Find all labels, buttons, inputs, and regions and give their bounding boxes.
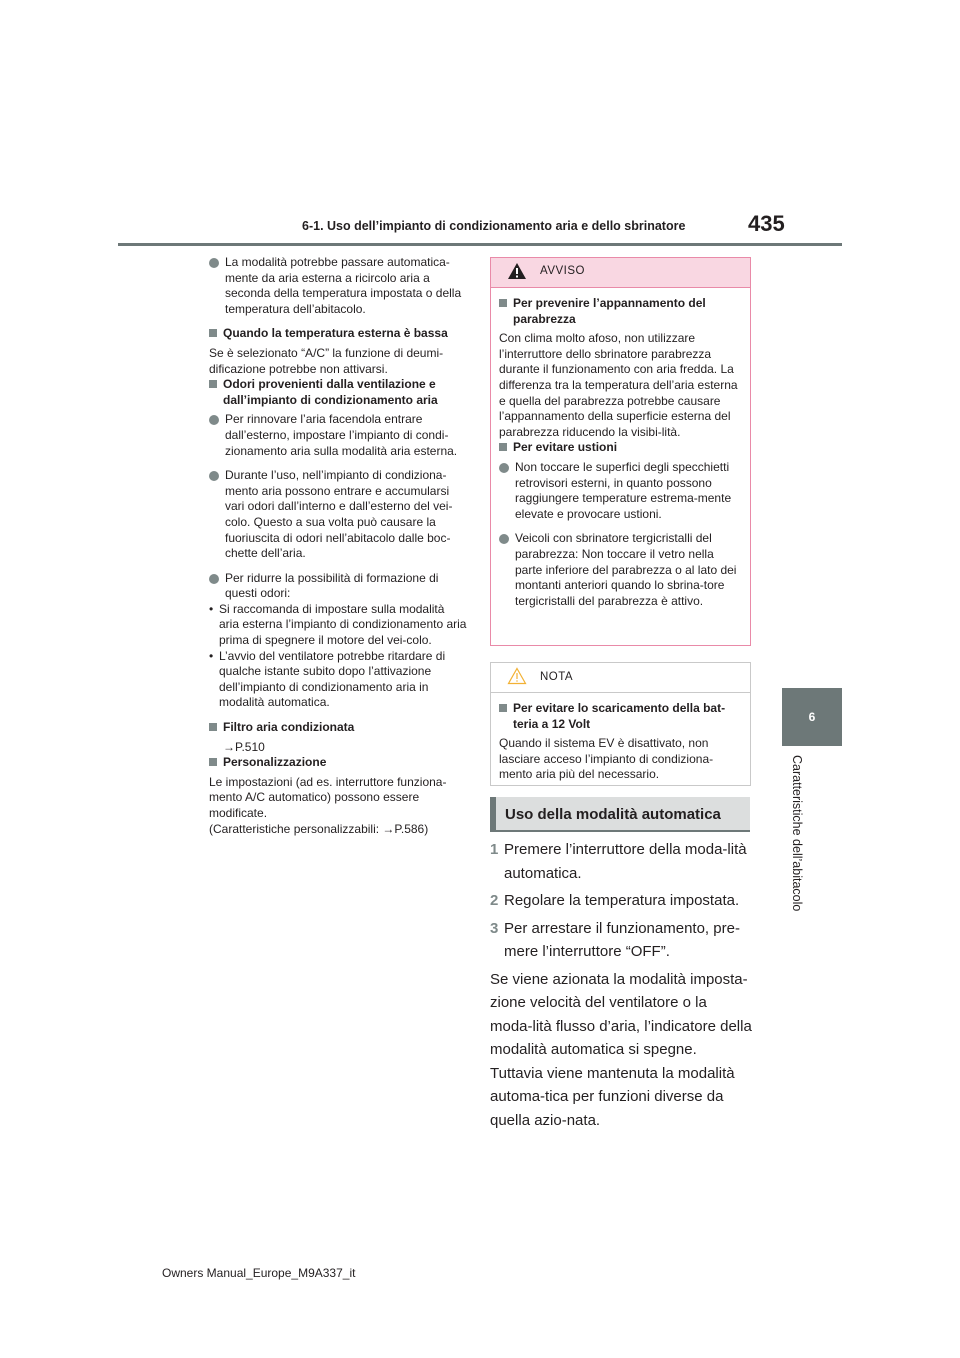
step-item	[490, 889, 752, 913]
bullet-text: Non toccare le superfici degli specchietti retrovisori esterni, in quanto possono raggiungere temperature estrema-mente elevate e provocare ustioni.	[515, 459, 732, 521]
step-text: Premere l’interruttore della moda-lità automatica.	[504, 841, 747, 882]
step-text: Per arrestare il funzionamento, pre-mere l’interruttore “OFF”.	[504, 919, 740, 960]
square-bullet-icon	[209, 380, 217, 388]
subheading-text: Odori provenienti dalla ventilazione e dall’impianto di condizionamento aria	[223, 377, 438, 407]
subheading-text: Per evitare lo scaricamento della bat-teria a 12 Volt	[513, 701, 726, 731]
list-item	[209, 571, 467, 711]
step-text: Regolare la temperatura impostata.	[504, 892, 740, 909]
list-item	[499, 531, 743, 609]
square-bullet-icon	[209, 758, 217, 766]
section-heading: Uso della modalità automatica	[505, 806, 721, 823]
square-bullet-icon	[499, 704, 507, 712]
steps-list	[490, 838, 752, 1147]
list-item	[499, 460, 743, 522]
list-item	[209, 468, 467, 562]
bullet-icon	[209, 574, 219, 584]
list-item	[209, 255, 467, 317]
step-number: 2	[490, 892, 499, 909]
bullet-icon	[499, 463, 509, 473]
note-body	[491, 693, 750, 783]
step-item	[490, 838, 752, 885]
subheading-text: Quando la temperatura esterna è bassa	[223, 326, 448, 341]
left-column	[209, 255, 467, 837]
subheading	[499, 701, 743, 732]
paragraph: Se viene azionata la modalità imposta-zione velocità del ventilatore o la moda-lità flusso d’aria, l’indicatore della modalità automatica si spegne. Tuttavia viene mantenuta la modalità automa-tica per funzioni diverse da quella azio-nata.	[490, 970, 752, 1129]
warning-header	[491, 258, 750, 288]
sub-item: • L’avvio del ventilatore potrebbe ritardare di qualche istante subito dopo l’attivazione dell’impianto di condizionamento aria in modalità automatica.	[209, 649, 467, 711]
section-heading-bar	[490, 797, 750, 832]
square-bullet-icon	[209, 329, 217, 337]
subheading	[209, 377, 467, 408]
note-box	[490, 662, 751, 786]
paragraph: Se è selezionato “A/C” la funzione di deumi-dificazione potrebbe non attivarsi.	[209, 345, 444, 376]
subheading-text: Per prevenire l’appannamento del parabrezza	[513, 296, 706, 326]
paragraph: Quando il sistema EV è disattivato, non lasciare acceso l’impianto di condiziona-mento aria più del necessario.	[499, 736, 714, 782]
subheading-text: Filtro aria condizionata	[223, 720, 355, 735]
list-item	[209, 412, 467, 459]
subheading-text: Personalizzazione	[223, 755, 327, 770]
warning-box	[490, 257, 751, 646]
sub-item: • Si raccomanda di impostare sulla modalità aria esterna l’impianto di condizionamento aria prima di spegnere il motore del vei-colo.	[209, 602, 467, 649]
subheading	[209, 326, 467, 342]
bullet-text: La modalità potrebbe passare automatica-mente da aria esterna a ricircolo aria a seconda della temperatura impostata o della temperatura dell’abitacolo.	[225, 255, 462, 316]
paragraph: (Caratteristiche personalizzabili: →P.586)	[209, 821, 429, 836]
square-bullet-icon	[499, 443, 507, 451]
footer-text: Owners Manual_Europe_M9A337_it	[162, 1266, 356, 1280]
square-bullet-icon	[209, 723, 217, 731]
bullet-icon	[499, 534, 509, 544]
chapter-number: 6	[808, 710, 816, 724]
paragraph: Le impostazioni (ad es. interruttore funziona-mento A/C automatico) possono essere modificate.	[209, 774, 447, 820]
bullet-icon	[209, 471, 219, 481]
bullet-icon	[209, 415, 219, 425]
chapter-label-wrapper	[788, 755, 808, 930]
square-bullet-icon	[499, 299, 507, 307]
page-number: 435	[748, 211, 785, 236]
subheading-text: Per evitare ustioni	[513, 440, 618, 455]
note-title: NOTA	[540, 671, 574, 683]
subheading	[209, 755, 467, 771]
subheading	[499, 440, 743, 456]
section-header-title: 6-1. Uso dell’impianto di condizionamento aria e dello sbrinatore	[302, 219, 686, 233]
paragraph: Con clima molto afoso, non utilizzare l’interruttore dello sbrinatore parabrezza durante il funzionamento con aria fredda. La differenza tra la temperatura dell’aria esterna e quella del parabrezza potrebbe causare l’appannamento della superficie esterna del parabrezza riducendo la visibi-lità.	[499, 331, 738, 439]
warning-title: AVVISO	[540, 265, 585, 277]
step-number: 1	[490, 841, 499, 858]
bullet-text: Durante l’uso, nell’impianto di condiziona-mento aria possono entrare e accumularsi vari odori dall’interno e dall’esterno del vei-colo. Questo a sua volta può causare la fuoriuscita di odori nell’abitacolo dalle boc-chette dell’aria.	[225, 468, 453, 561]
chapter-label: Caratteristiche dell’abitacolo	[790, 755, 804, 912]
bullet-text: Per ridurre la possibilità di formazione di questi odori:	[225, 570, 439, 601]
subheading	[499, 296, 743, 327]
subheading	[209, 720, 467, 736]
bullet-text: Per rinnovare l’aria facendola entrare dall’esterno, impostare l’impianto di condi-zionamento aria sulla modalità aria esterna.	[225, 412, 458, 458]
bullet-icon	[209, 258, 219, 268]
warning-body	[491, 288, 750, 609]
chapter-tab	[782, 688, 842, 746]
step-number: 3	[490, 919, 499, 937]
note-header	[491, 663, 750, 693]
warning-triangle-icon	[507, 262, 527, 280]
step-item	[490, 917, 752, 964]
caution-triangle-icon	[507, 667, 527, 685]
bullet-text: Veicoli con sbrinatore tergicristalli del parabrezza: Non toccare il vetro nella parte inferiore del parabrezza o al lato dei montanti anteriori quando lo sbrina-tore tergicristalli del parabrezza è attivo.	[515, 531, 737, 608]
header-divider	[118, 243, 842, 246]
page-reference: →P.510	[223, 739, 265, 754]
